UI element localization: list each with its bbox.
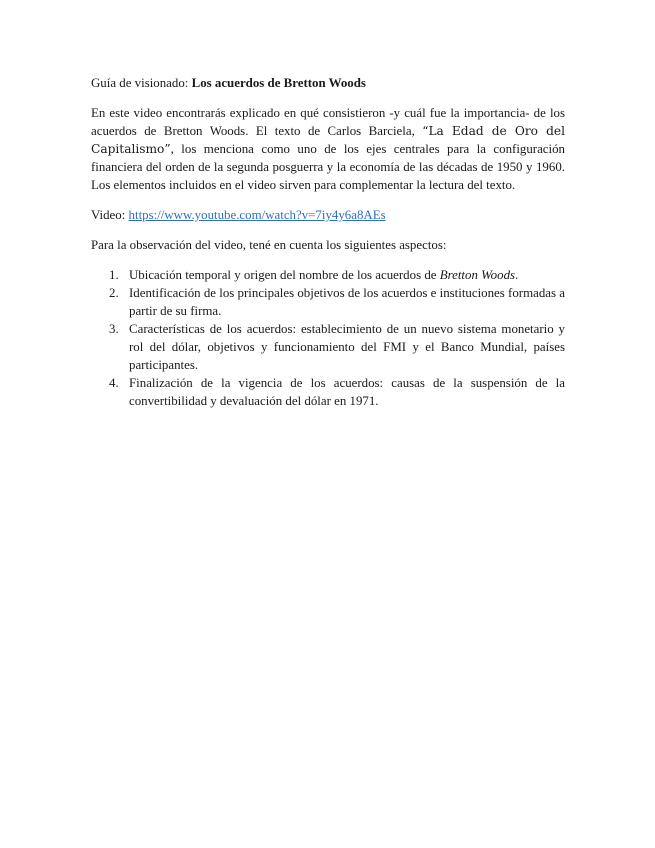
heading-prefix: Guía de visionado: — [91, 76, 192, 90]
intro-text-part2: , los menciona como uno de los ejes centrales para la configuración financiera del orden de la segunda posguerra y la economía de las décadas de 1950 y 1960. Los elementos incluidos en el video sirven para complementar la lectura del texto. — [91, 142, 565, 192]
list-item-number: 4. — [109, 376, 119, 390]
list-item-number: 3. — [109, 322, 119, 336]
aspects-list — [91, 266, 565, 410]
video-link[interactable]: https://www.youtube.com/watch?v=7iy4y6a8AEs — [128, 208, 386, 222]
list-item — [91, 374, 565, 410]
list-item-text: Finalización de la vigencia de los acuerdos: causas de la suspensión de la convertibilidad y devaluación del dólar en 1971. — [129, 376, 565, 408]
list-item-text: Ubicación temporal y origen del nombre de los acuerdos de — [129, 268, 440, 282]
video-label: Video: — [91, 208, 129, 222]
intro-paragraph — [91, 104, 565, 194]
list-item-number: 2. — [109, 286, 119, 300]
list-item-text: Características de los acuerdos: establecimiento de un nuevo sistema monetario y rol del dólar, objetivos y funcionamiento del FMI y el Banco Mundial, países participantes. — [129, 322, 565, 372]
list-item-text: Identificación de los principales objetivos de los acuerdos e instituciones formadas a partir de su firma. — [129, 286, 565, 318]
list-item — [91, 266, 565, 284]
instructions-paragraph: Para la observación del video, tené en cuenta los siguientes aspectos: — [91, 238, 447, 252]
list-item — [91, 284, 565, 320]
list-item-suffix: . — [515, 268, 519, 282]
list-item-emphasis: Bretton Woods — [439, 268, 516, 282]
list-item-number: 1. — [109, 268, 119, 282]
heading-line — [91, 74, 565, 92]
intro-text-part1: En este video encontrarás explicado en qué consistieron -y cuál fue la importancia- de los acuerdos de Bretton Woods. El texto de Carlos Barciela, — [91, 106, 565, 138]
document-page — [91, 74, 565, 410]
intro-quoted-title: “La Edad de Oro del Capitalismo” — [91, 124, 565, 156]
video-line — [91, 206, 565, 224]
list-item — [91, 320, 565, 374]
document-title: Los acuerdos de Bretton Woods — [191, 76, 366, 90]
